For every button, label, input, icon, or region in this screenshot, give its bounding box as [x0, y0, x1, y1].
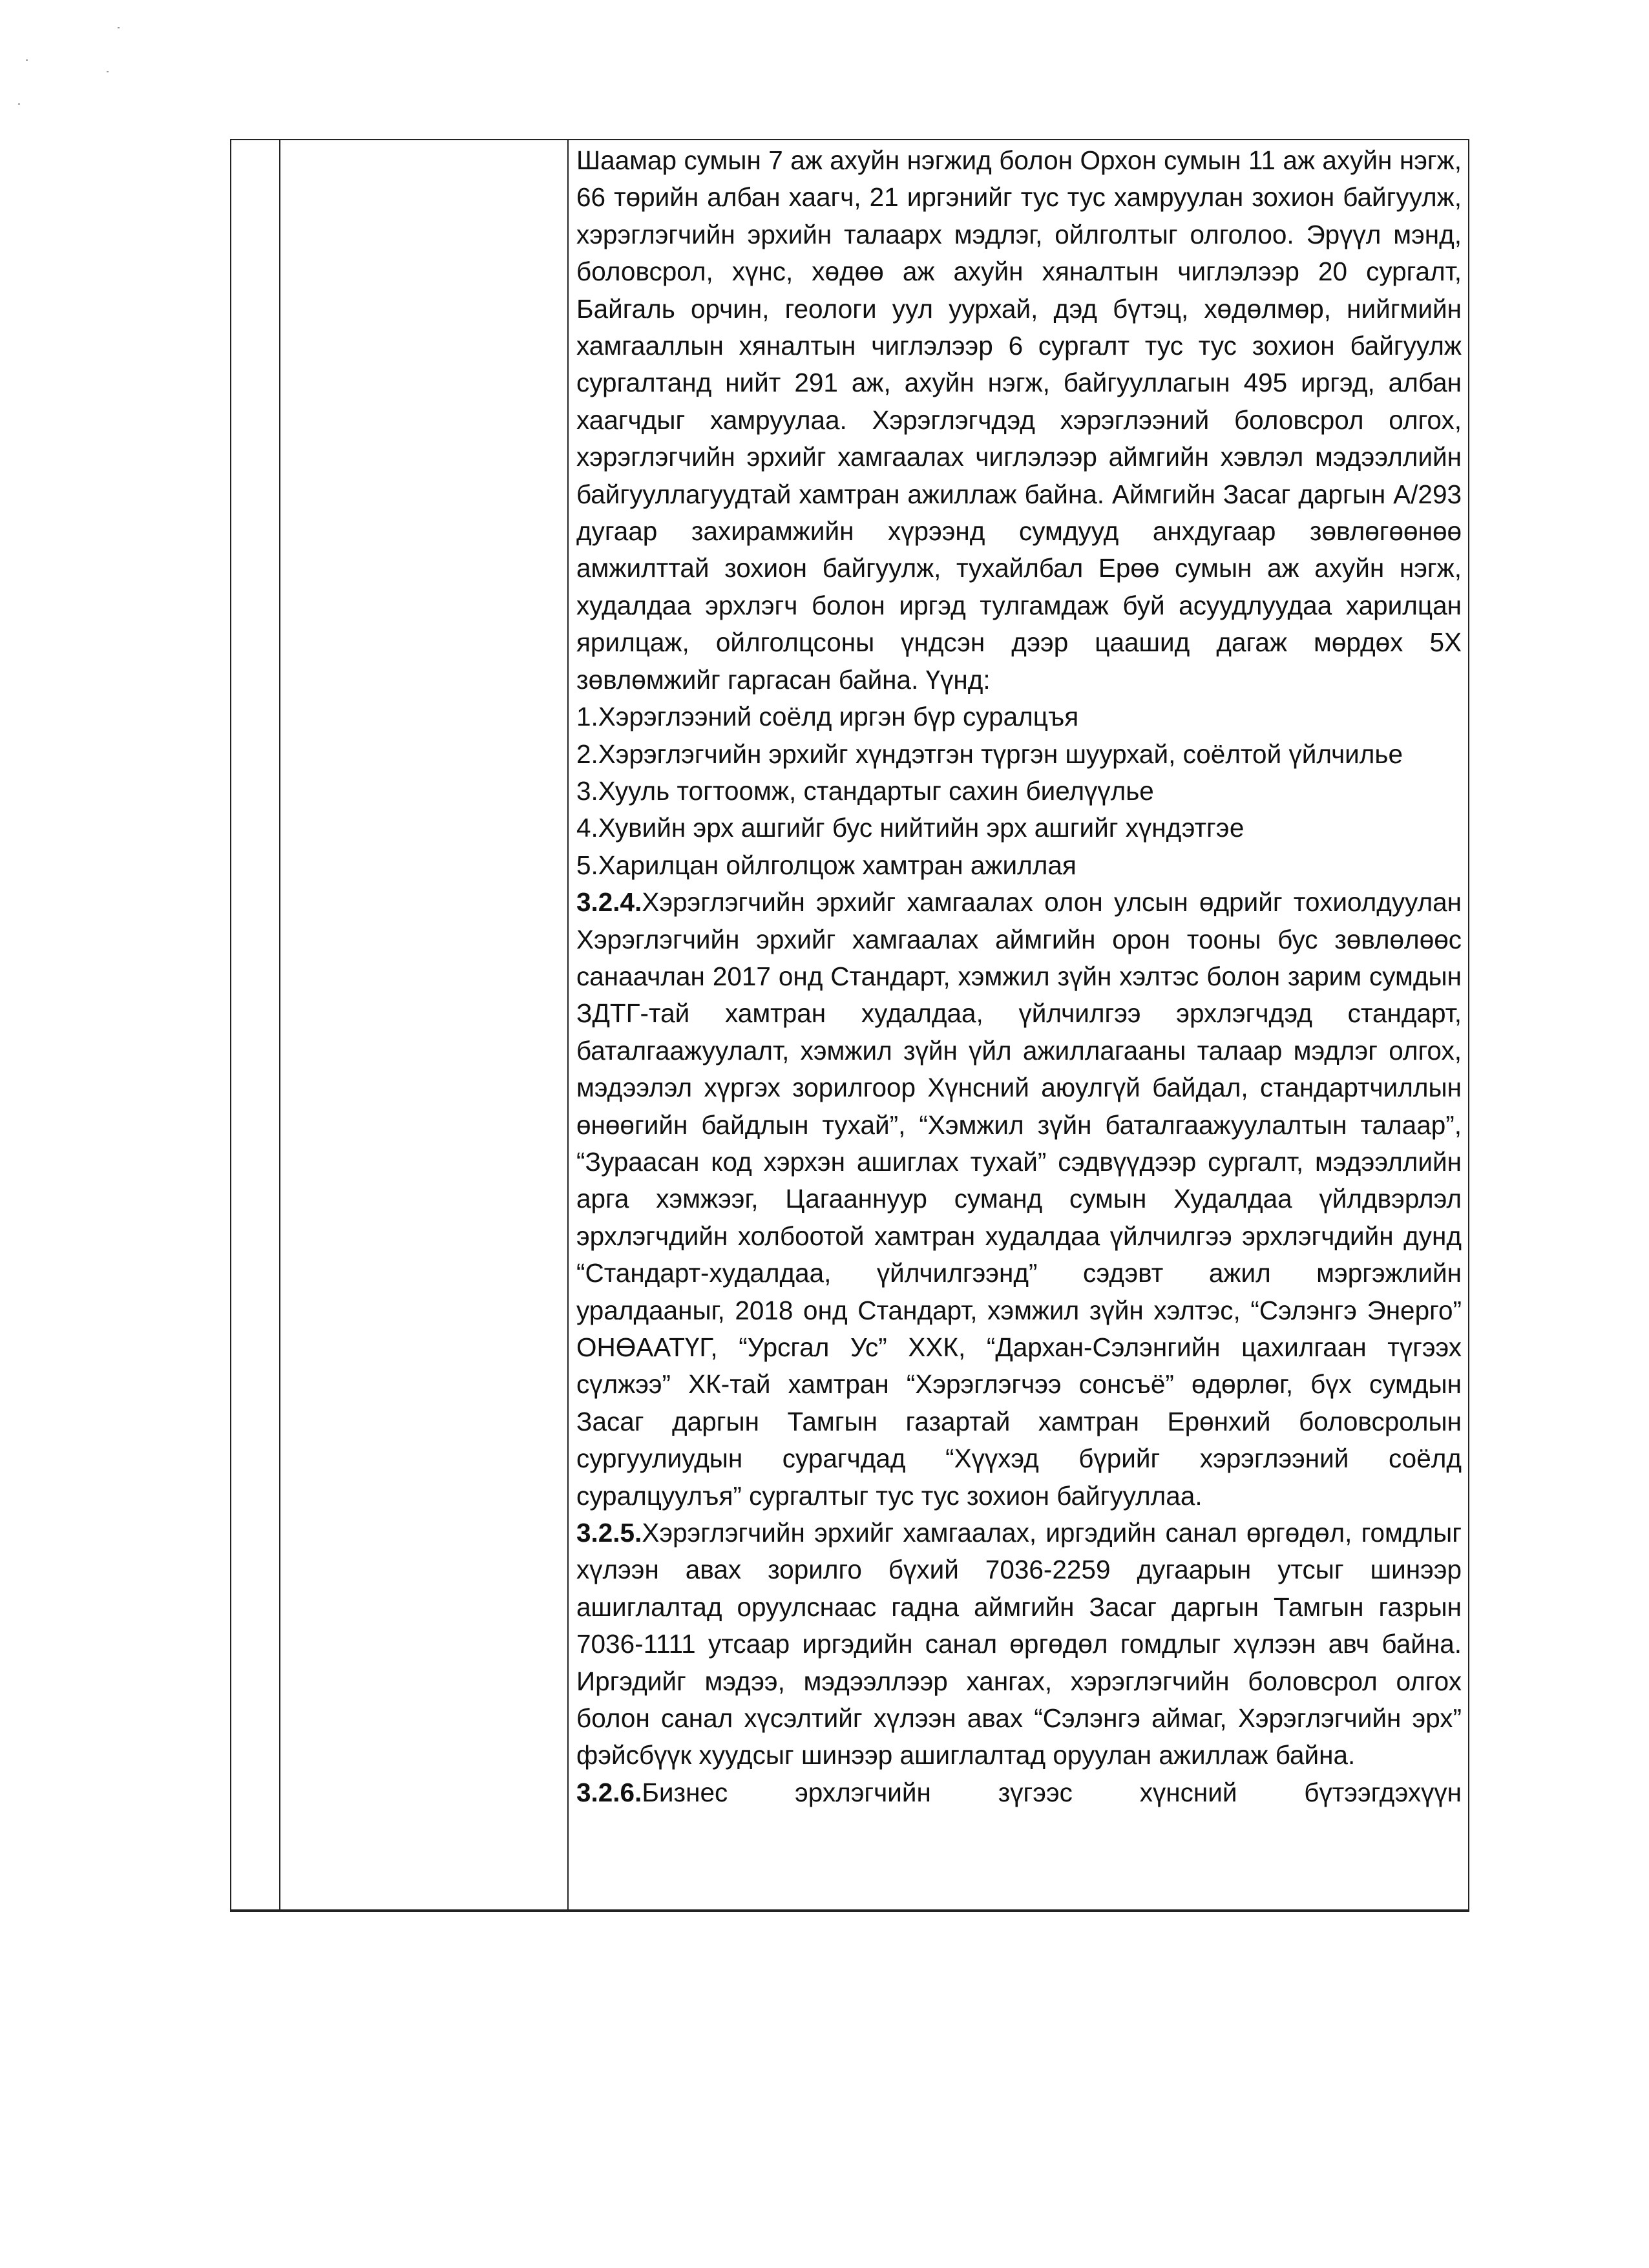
section-3-2-5: [576, 1515, 1462, 1774]
report-table: [230, 139, 1469, 1912]
section-number: 3.2.6.: [576, 1777, 642, 1807]
section-3-2-4: [576, 884, 1462, 1515]
section-number: 3.2.5.: [576, 1518, 642, 1548]
paragraph-intro: Шаамар сумын 7 аж ахуйн нэгжид болон Орхон сумын 11 аж ахуйн нэгж, 66 төрийн албан хаагч, 21 иргэнийг тус тус хамруулан зохион байгуулж, хэрэглэгчийн эрхийн талаарх мэдлэг, ойлголтыг олголоо. Эрүүл мэнд, боловсрол, хүнс, хөдөө аж ахуйн хяналтын чиглэлээр 20 сургалт, Байгаль орчин, геологи уул уурхай, дэд бүтэц, хөдөлмөр, нийгмийн хамгааллын хяналтын чиглэлээр 6 сургалт тус тус зохион байгуулж сургалтанд нийт 291 аж, ахуйн нэгж, байгууллагын 495 иргэд, албан хаагчдыг хамруулаа. Хэрэглэгчдэд хэрэглээний боловсрол олгох, хэрэглэгчийн эрхийг хамгаалах чиглэлээр аймгийн хэвлэл мэдээллийн байгууллагуудтай хамтран ажиллаж байна. Аймгийн Засаг даргын А/293 дугаар захирамжийн хүрээнд сумдууд анхдугаар зөвлөгөөнөө амжилттай зохион байгуулж, тухайлбал Ерөө сумын аж ахуйн нэгж, худалдаа эрхлэгч болон иргэд тулгамдаж буй асуудлуудаа харилцан ярилцаж, ойлголцсоны үндсэн дээр цаашид дагаж мөрдөх 5Х зөвлөмжийг гаргасан байна. Үүнд:: [576, 145, 1462, 695]
scan-speck: [118, 27, 120, 28]
section-3-2-6: [576, 1774, 1462, 1811]
scan-speck: [18, 103, 20, 105]
section-number: 3.2.4.: [576, 887, 642, 918]
section-body: Хэрэглэгчийн эрхийг хамгаалах, иргэдийн санал өргөдөл, гомдлыг хүлээн авах зорилго бүхий 7036-2259 дугаарын утсыг шинээр ашиглалтад оруулснаас гадна аймгийн Засаг даргын Тамгын газрын 7036-1111 утсаар иргэдийн санал өргөдөл гомдлыг хүлээн авч байна. Иргэдийг мэдээ, мэдээллээр хангах, хэрэглэгчийн боловсрол олгох болон санал хүсэлтийг хүлээн авах “Сэлэнгэ аймаг, Хэрэглэгчийн эрх” фэйсбүүк хуудсыг шинээр ашиглалтад оруулан ажиллаж байна.: [576, 1518, 1462, 1770]
section-body: Бизнес эрхлэгчийн зүгээс хүнсний бүтээгдэхүүн: [642, 1777, 1462, 1807]
list-item-2: 2.Хэрэглэгчийн эрхийг хүндэтгэн түргэн шуурхай, соёлтой үйлчилье: [576, 739, 1403, 769]
list-item-4: 4.Хувийн эрх ашгийг бус нийтийн эрх ашгийг хүндэтгэе: [576, 813, 1245, 843]
column-divider-2: [567, 140, 569, 1909]
column-divider-1: [279, 140, 280, 1909]
list-item-3: 3.Хууль тогтоомж, стандартыг сахин биелүүлье: [576, 775, 1154, 806]
section-body: Хэрэглэгчийн эрхийг хамгаалах олон улсын өдрийг тохиолдуулан Хэрэглэгчийн эрхийг хамгаалах аймгийн орон тооны бус зөвлөлөөс санаачлан 2017 онд Стандарт, хэмжил зүйн хэлтэс болон зарим сумдын ЗДТГ-тай хамтран худалдаа, үйлчилгээ эрхлэгчдэд стандарт, баталгаажуулалт, хэмжил зүйн үйл ажиллагааны талаар мэдлэг олгох, мэдээлэл хүргэх зорилгоор Хүнсний аюулгүй байдал, стандартчиллын өнөөгийн байдлын тухай”, “Хэмжил зүйн баталгаажуулалтын талаар”, “Зураасан код хэрхэн ашиглах тухай” сэдвүүдээр сургалт, мэдээллийн арга хэмжээг, Цагааннуур суманд сумын Худалдаа үйлдвэрлэл эрхлэгчдийн холбоотой хамтран худалдаа үйлчилгээ эрхлэгчдийн дунд “Стандарт-худалдаа, үйлчилгээнд” сэдэвт ажил мэргэжлийн уралдааныг, 2018 онд Стандарт, хэмжил зүйн хэлтэс, “Сэлэнгэ Энерго” ОНӨААТҮГ, “Урсгал Ус” ХХК, “Дархан-Сэлэнгийн цахилгаан түгээх сүлжээ” ХК-тай хамтран “Хэрэглэгчээ сонсъё” өдөрлөг, бүх сумдын Засаг даргын Тамгын газартай хамтран Ерөнхий боловсролын сургуулиудын сурагчдад “Хүүхэд бүрийг хэрэглээний соёлд суралцуулъя” сургалтыг тус тус зохион байгууллаа.: [576, 887, 1462, 1511]
description-cell: [576, 142, 1462, 1811]
scan-speck: [26, 59, 28, 61]
list-item-5: 5.Харилцан ойлголцож хамтран ажиллая: [576, 850, 1077, 880]
list-item-1: 1.Хэрэглээний соёлд иргэн бүр суралцъя: [576, 702, 1079, 732]
scan-speck: [107, 71, 109, 72]
